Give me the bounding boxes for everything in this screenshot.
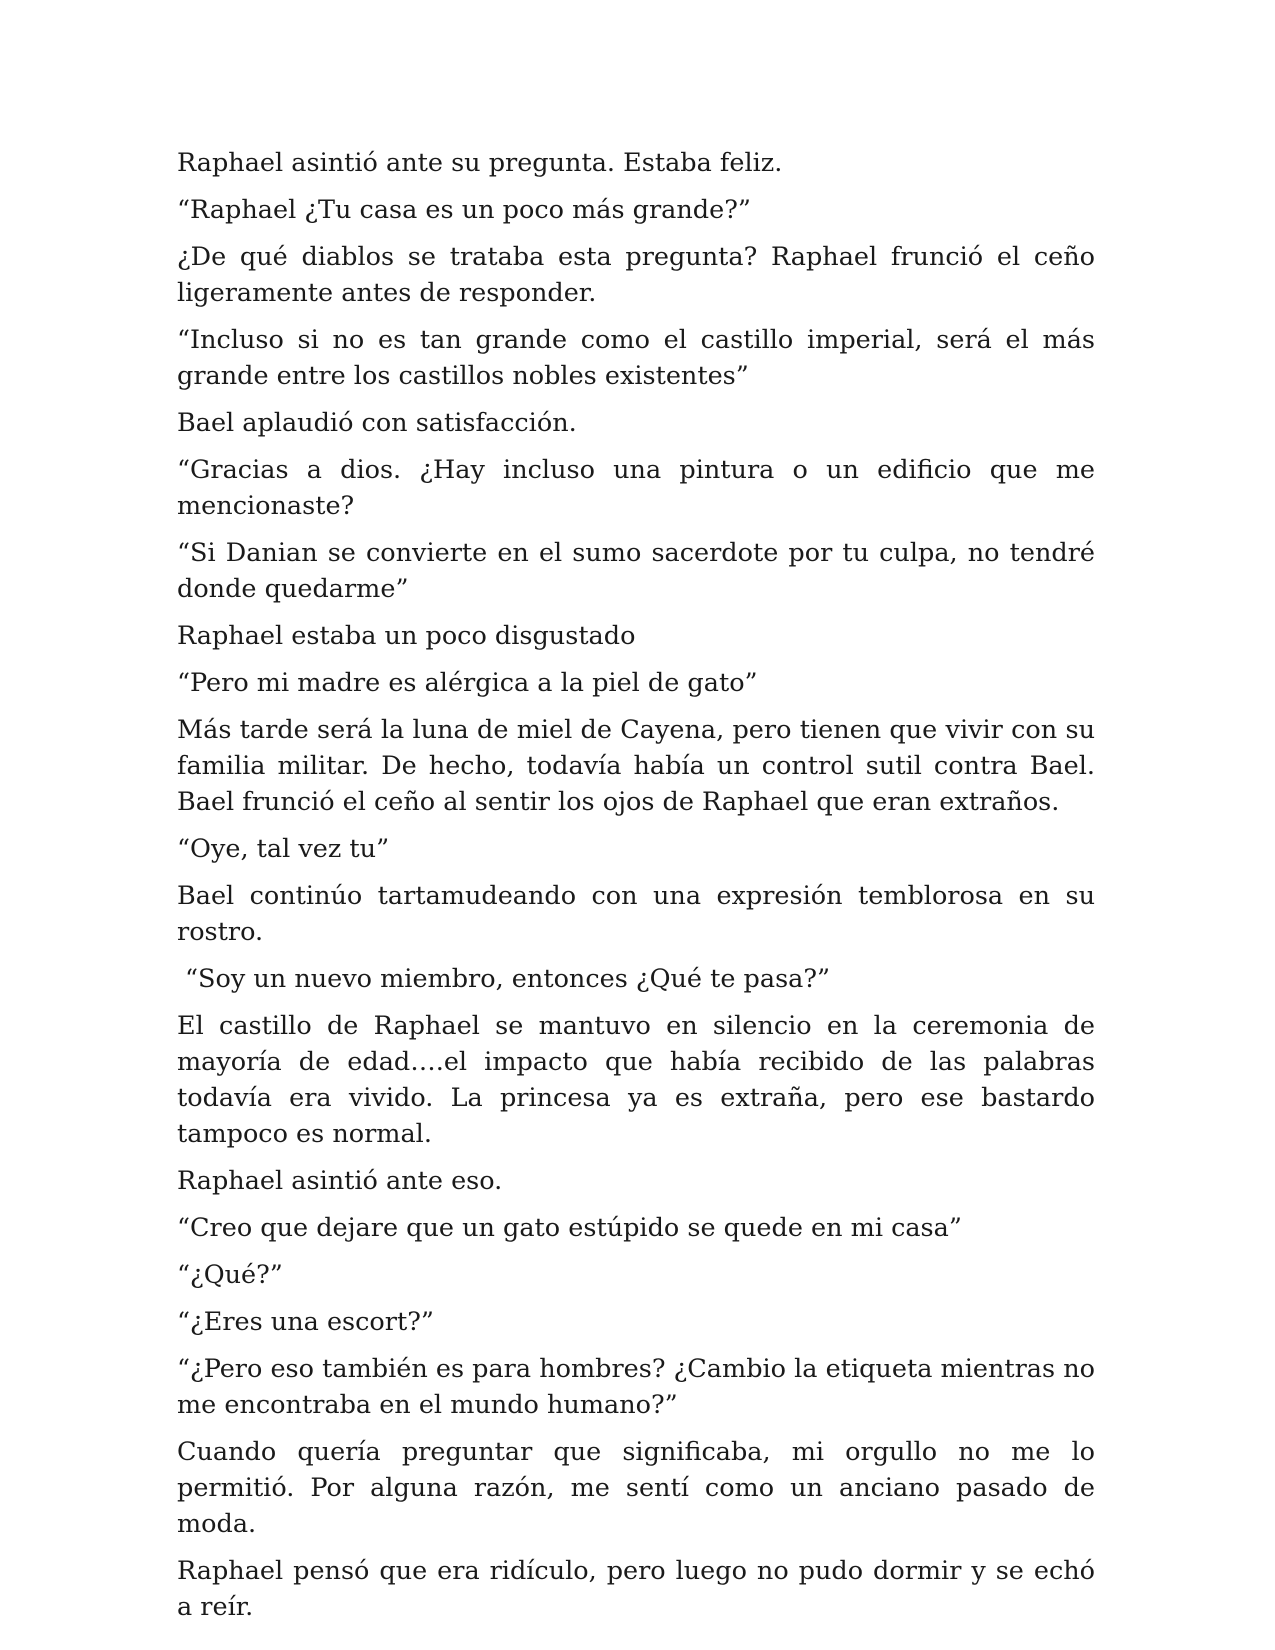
paragraph: Raphael asintió ante su pregunta. Estaba feliz. (177, 148, 783, 178)
paragraph: Bael aplaudió con satisfacción. (177, 408, 577, 438)
paragraph: Raphael asintió ante eso. (177, 1166, 503, 1196)
paragraph: Cuando quería preguntar que significaba, mi orgullo no me lo permitió. Por alguna razón, me sentí como un anciano pasado de moda. (177, 1437, 1095, 1539)
paragraph: “Raphael ¿Tu casa es un poco más grande?” (177, 195, 751, 225)
paragraph: “Creo que dejare que un gato estúpido se quede en mi casa” (177, 1213, 962, 1243)
paragraph: “¿Pero eso también es para hombres? ¿Cambio la etiqueta mientras no me encontraba en el mundo humano?” (177, 1354, 1095, 1420)
paragraph: “Si Danian se convierte en el sumo sacerdote por tu culpa, no tendré donde quedarme” (177, 538, 1095, 604)
paragraph: “Incluso si no es tan grande como el castillo imperial, será el más grande entre los castillos nobles existentes” (177, 325, 1095, 391)
paragraph: “Oye, tal vez tu” (177, 834, 390, 864)
paragraph: “¿Qué?” (177, 1260, 283, 1290)
body-text (177, 145, 1095, 1636)
paragraph: Bael continúo tartamudeando con una expresión temblorosa en su rostro. (177, 881, 1095, 947)
paragraph: El castillo de Raphael se mantuvo en silencio en la ceremonia de mayoría de edad….el impacto que había recibido de las palabras todavía era vivido. La princesa ya es extraña, pero ese bastardo tampoco es normal. (177, 1011, 1095, 1149)
paragraph: “Gracias a dios. ¿Hay incluso una pintura o un edificio que me mencionaste? (177, 455, 1095, 521)
paragraph: Raphael estaba un poco disgustado (177, 621, 636, 651)
paragraph: Más tarde será la luna de miel de Cayena, pero tienen que vivir con su familia militar. De hecho, todavía había un control sutil contra Bael. Bael frunció el ceño al sentir los ojos de Raphael que eran extraños. (177, 715, 1095, 817)
paragraph: Raphael pensó que era ridículo, pero luego no pudo dormir y se echó a reír. (177, 1556, 1095, 1622)
paragraph: “Pero mi madre es alérgica a la piel de gato” (177, 668, 758, 698)
paragraph: ¿De qué diablos se trataba esta pregunta? Raphael frunció el ceño ligeramente antes de responder. (177, 242, 1095, 308)
paragraph: “¿Eres una escort?” (177, 1307, 434, 1337)
paragraph: “Soy un nuevo miembro, entonces ¿Qué te pasa?” (185, 964, 831, 994)
